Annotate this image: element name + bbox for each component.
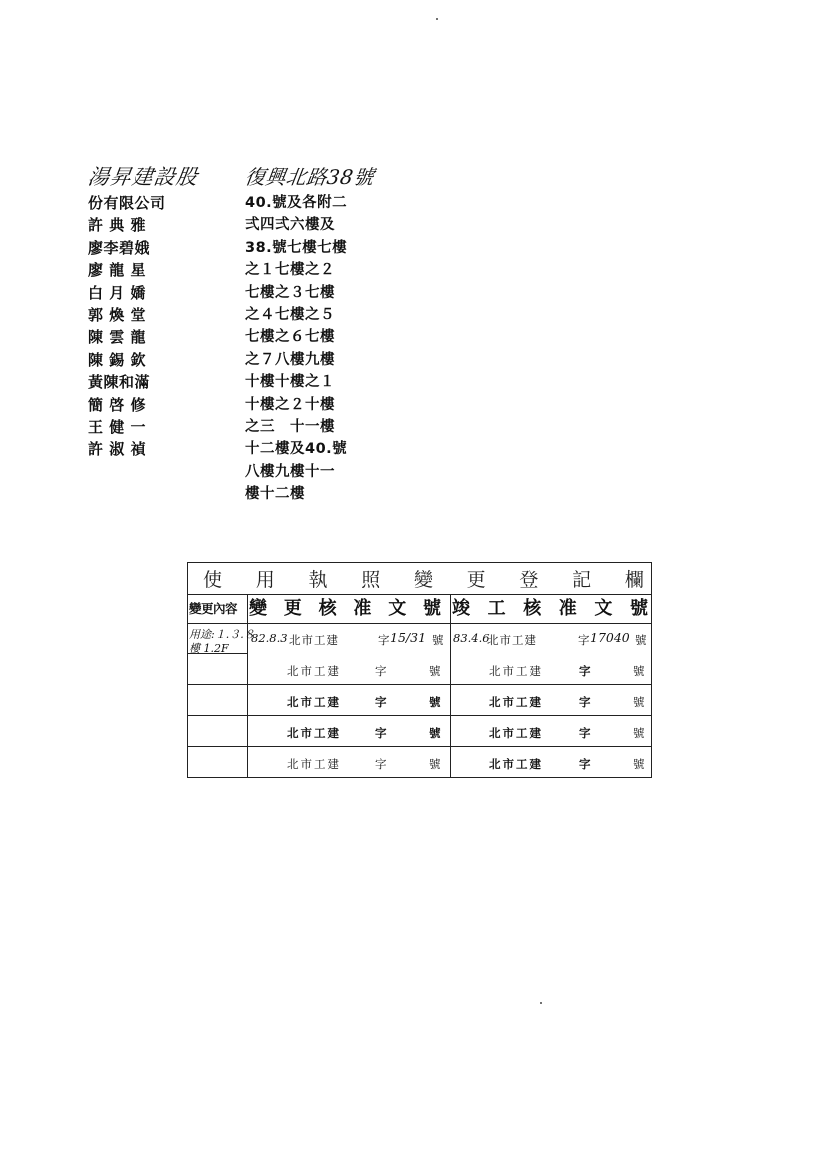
company-name-suffix: 份有限公司 bbox=[88, 194, 166, 212]
address-line: 之１七樓之２ bbox=[245, 262, 335, 279]
blank-completion-zi: 字 bbox=[579, 695, 591, 709]
address-line: 之４七樓之５ bbox=[245, 306, 335, 323]
address-handwritten: 復興北路38號 bbox=[243, 165, 376, 189]
blank-completion-prefix: 北市工建 bbox=[489, 695, 543, 709]
company-name-handwritten: 湯昇建設股 bbox=[86, 165, 200, 189]
change-number: 15/31 bbox=[390, 630, 427, 645]
header-char: 竣 bbox=[452, 598, 470, 619]
header-char: 文 bbox=[388, 598, 407, 619]
title-char: 變 bbox=[413, 569, 433, 591]
title-char: 照 bbox=[361, 569, 381, 591]
address-line: 十二樓及40.號 bbox=[245, 441, 348, 458]
header-char: 變 bbox=[249, 598, 267, 619]
title-char: 用 bbox=[255, 569, 275, 591]
owner-name: 許 典 雅 bbox=[88, 216, 146, 235]
owner-name: 郭 煥 堂 bbox=[88, 305, 146, 324]
scan-speck bbox=[436, 18, 438, 20]
header-char: 號 bbox=[629, 598, 648, 619]
blank-change-hao: 號 bbox=[429, 726, 441, 740]
address-line: 40.號及各附二 bbox=[245, 195, 348, 211]
blank-completion-zi: 字 bbox=[579, 664, 591, 678]
change-zi: 字 bbox=[378, 633, 390, 647]
owner-name: 廖李碧娥 bbox=[88, 238, 151, 257]
table-title bbox=[187, 562, 652, 595]
address-line: 之三 十一樓 bbox=[245, 418, 335, 435]
blank-change-prefix: 北市工建 bbox=[287, 695, 341, 709]
blank-completion-hao: 號 bbox=[633, 726, 645, 740]
completion-prefix: 北市工建 bbox=[487, 633, 537, 647]
title-char: 欄 bbox=[624, 569, 644, 591]
header-char: 文 bbox=[594, 598, 613, 619]
table-divider bbox=[187, 623, 652, 624]
owner-name: 黃陳和滿 bbox=[88, 373, 151, 392]
header-completion-approval bbox=[452, 595, 650, 623]
title-char: 記 bbox=[572, 569, 592, 591]
owner-name: 白 月 嬌 bbox=[88, 283, 146, 302]
change-prefix: 北市工建 bbox=[289, 633, 339, 647]
header-char: 核 bbox=[318, 598, 337, 619]
change-content-line: 用途:１.３.８ bbox=[189, 628, 255, 641]
blank-completion-hao: 號 bbox=[633, 695, 645, 709]
address-line: 38.號七樓七樓 bbox=[245, 239, 348, 256]
change-registration-table bbox=[187, 562, 652, 778]
owner-name: 廖 龍 星 bbox=[88, 261, 146, 280]
blank-change-zi: 字 bbox=[375, 695, 387, 709]
table-border bbox=[187, 777, 652, 778]
blank-completion-hao: 號 bbox=[633, 757, 645, 771]
header-char: 更 bbox=[283, 598, 302, 619]
owner-name: 簡 啓 修 bbox=[88, 395, 146, 414]
blank-completion-zi: 字 bbox=[579, 726, 591, 740]
scan-speck bbox=[540, 1002, 542, 1004]
owner-name: 許 淑 禎 bbox=[88, 440, 146, 459]
header-char: 號 bbox=[422, 598, 441, 619]
blank-change-prefix: 北市工建 bbox=[287, 664, 341, 678]
completion-date: 83.4.6 bbox=[453, 631, 490, 645]
address-line: 樓十二樓 bbox=[245, 486, 305, 503]
address-line: 七樓之６七樓 bbox=[245, 329, 335, 346]
blank-change-prefix: 北市工建 bbox=[287, 757, 341, 771]
table-divider bbox=[187, 746, 652, 747]
title-char: 執 bbox=[308, 569, 328, 591]
address-line: 之７八樓九樓 bbox=[245, 351, 335, 368]
address-line: 十樓之２十樓 bbox=[245, 396, 335, 413]
completion-hao: 號 bbox=[635, 633, 647, 647]
blank-completion-hao: 號 bbox=[633, 664, 645, 678]
blank-change-prefix: 北市工建 bbox=[287, 726, 341, 740]
completion-zi: 字 bbox=[578, 633, 590, 647]
title-char: 使 bbox=[203, 569, 223, 591]
header-change-approval bbox=[249, 595, 447, 623]
blank-change-hao: 號 bbox=[429, 695, 441, 709]
owner-name: 王 健 一 bbox=[88, 417, 146, 436]
address-line: 七樓之３七樓 bbox=[245, 284, 335, 301]
header-char: 核 bbox=[523, 598, 542, 619]
blank-change-hao: 號 bbox=[429, 664, 441, 678]
header-char: 准 bbox=[353, 598, 372, 619]
address-line: 八樓九樓十一 bbox=[245, 463, 335, 480]
blank-completion-prefix: 北市工建 bbox=[489, 726, 543, 740]
owner-list bbox=[88, 162, 208, 461]
change-content-line: 樓 1.2F bbox=[189, 642, 229, 655]
owner-name: 陳 錫 欽 bbox=[88, 350, 146, 369]
address-line: 十樓十樓之１ bbox=[245, 374, 335, 391]
blank-change-hao: 號 bbox=[429, 757, 441, 771]
header-char: 准 bbox=[558, 598, 577, 619]
address-line: 弍四弍六樓及 bbox=[245, 217, 335, 234]
blank-change-zi: 字 bbox=[375, 757, 387, 771]
table-divider bbox=[187, 684, 652, 685]
change-hao: 號 bbox=[432, 633, 444, 647]
blank-change-zi: 字 bbox=[375, 726, 387, 740]
blank-completion-prefix: 北市工建 bbox=[489, 757, 543, 771]
title-char: 更 bbox=[466, 569, 486, 591]
title-char: 登 bbox=[519, 569, 539, 591]
change-date: 82.8.3 bbox=[251, 631, 288, 645]
header-change-content: 變更內容 bbox=[189, 601, 238, 616]
completion-number: 17040 bbox=[590, 630, 630, 645]
header-char: 工 bbox=[487, 598, 506, 619]
owner-name: 陳 雲 龍 bbox=[88, 328, 146, 347]
blank-completion-zi: 字 bbox=[579, 757, 591, 771]
address-block bbox=[245, 162, 405, 505]
blank-change-zi: 字 bbox=[375, 664, 387, 678]
blank-completion-prefix: 北市工建 bbox=[489, 664, 543, 678]
table-divider bbox=[187, 715, 652, 716]
